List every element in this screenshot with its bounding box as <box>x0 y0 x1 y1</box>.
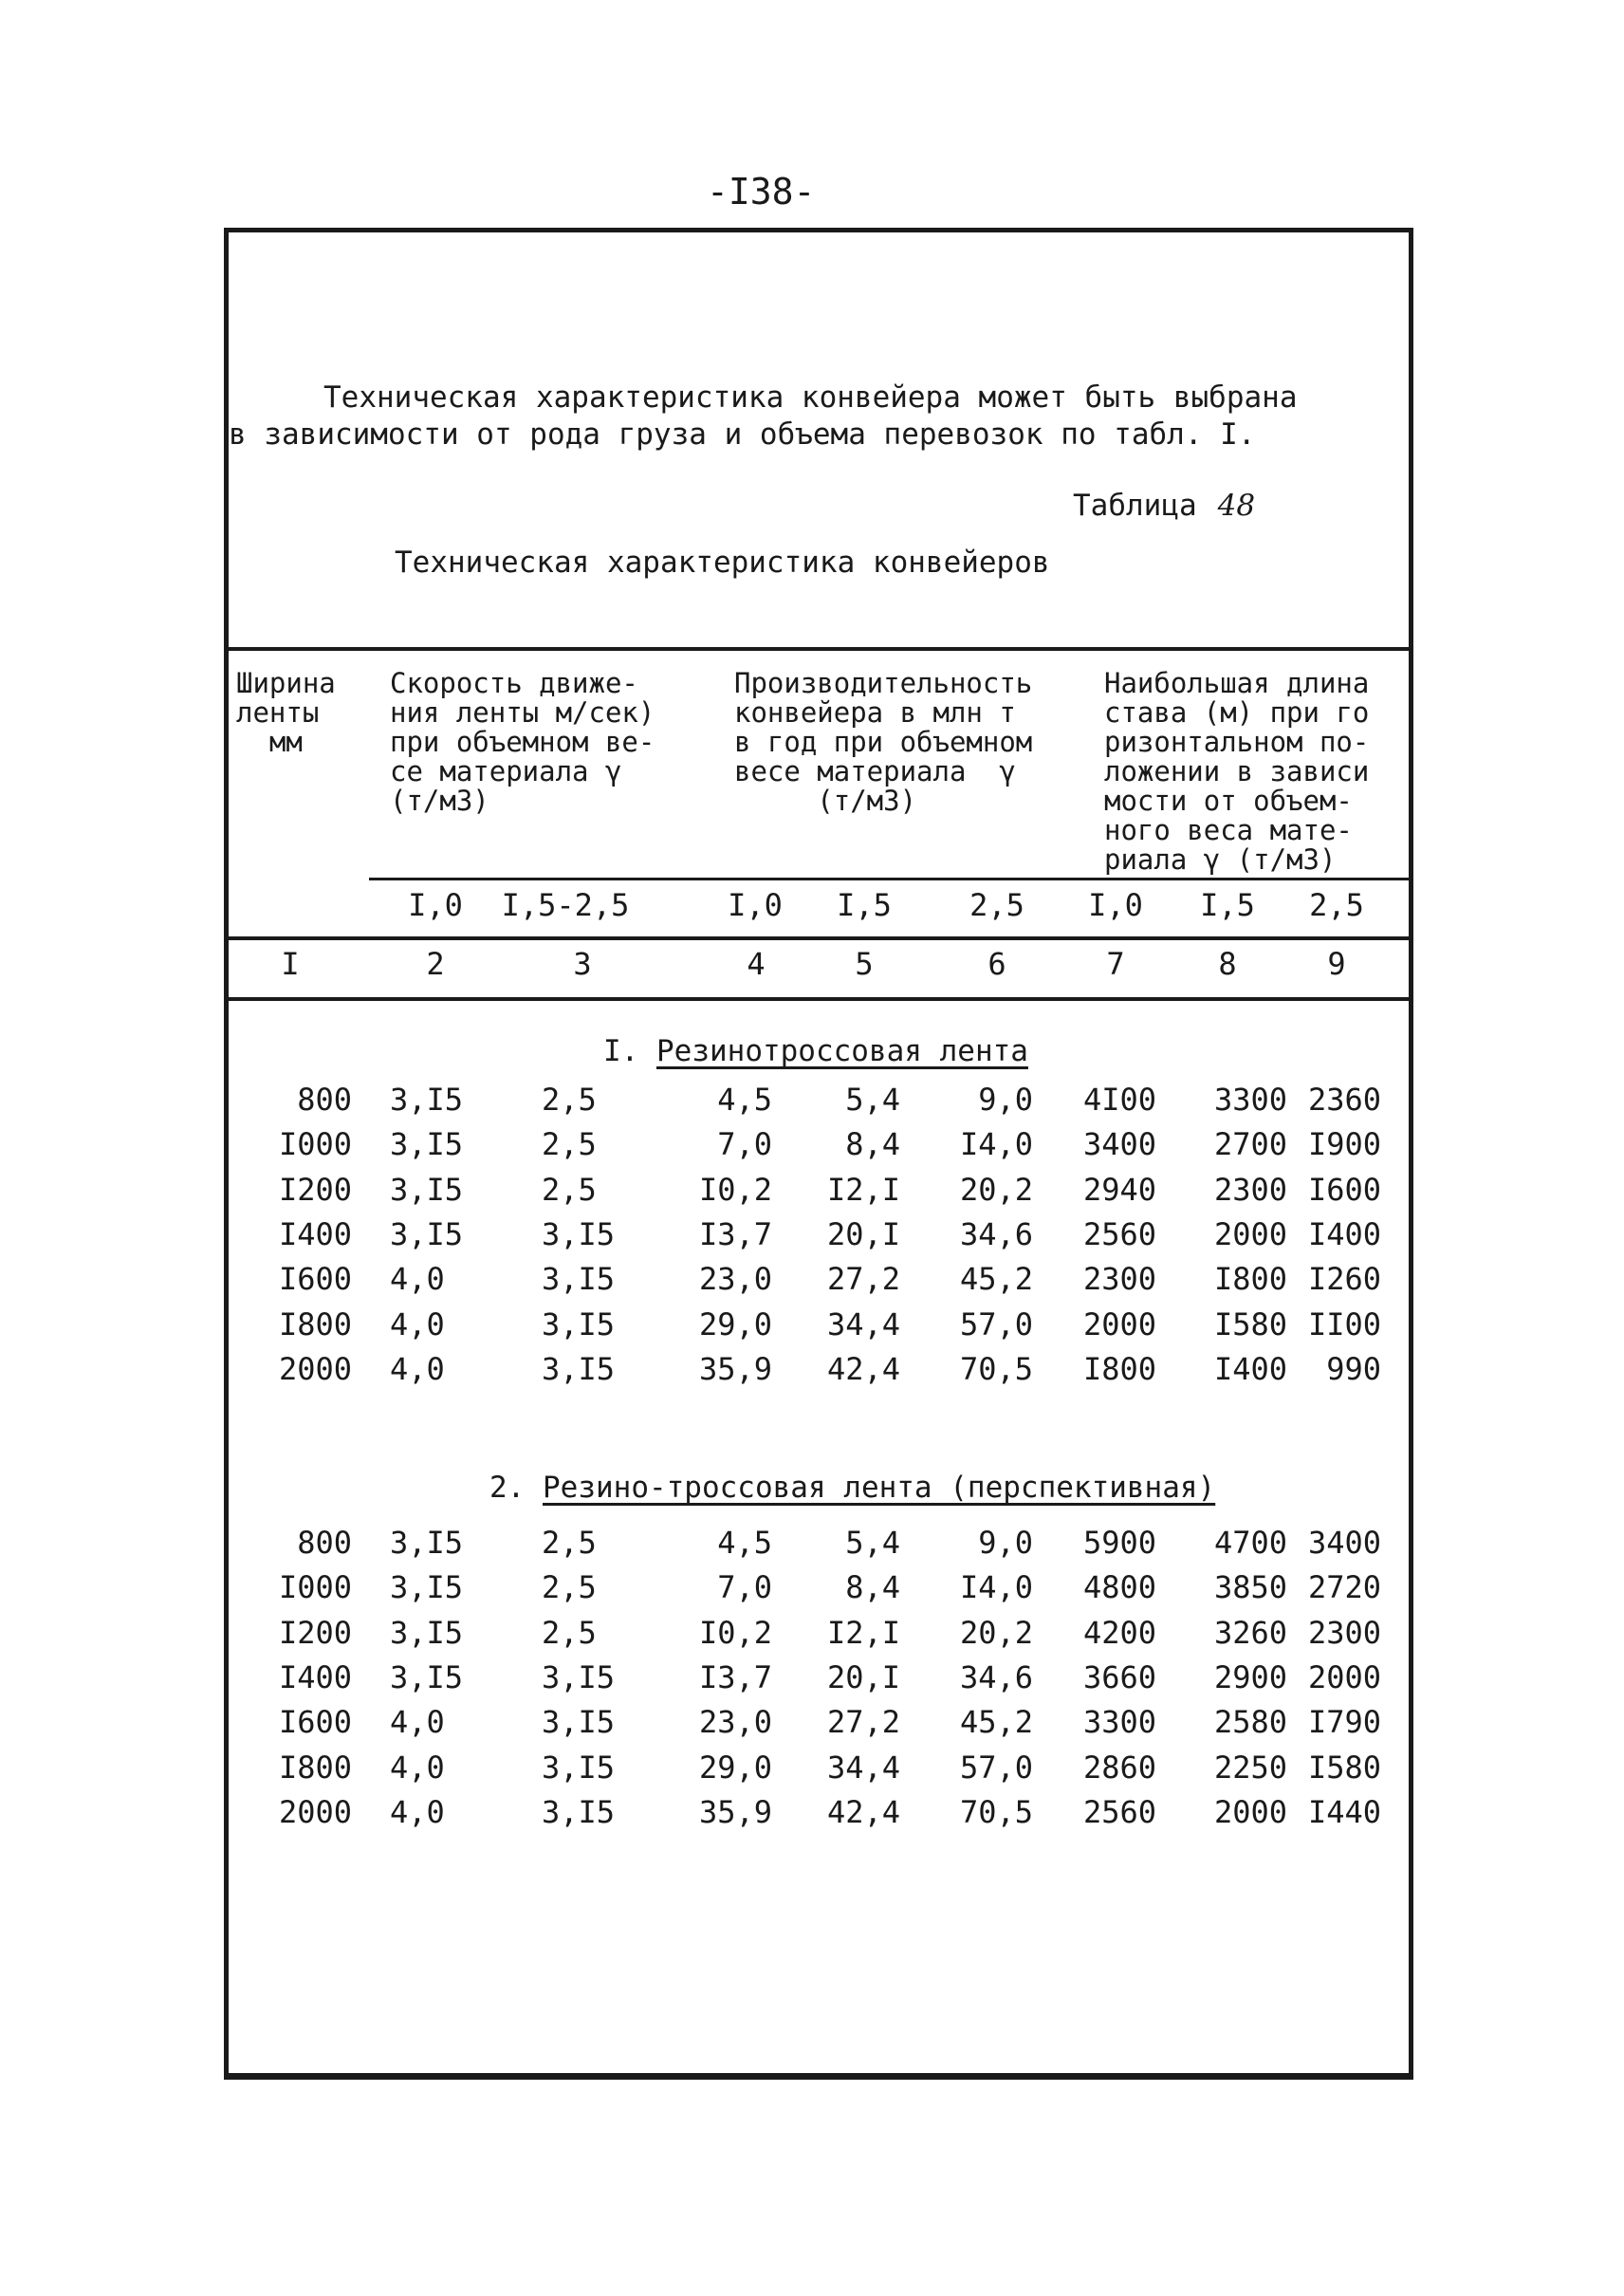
density-cell: I,5-2,5 <box>501 887 630 923</box>
table-cell: 70,5 <box>959 1351 1033 1387</box>
colnum-bottom-rule <box>229 997 1409 1001</box>
table-cell: 5900 <box>1082 1525 1156 1561</box>
section-name: Резинотроссовая лента <box>656 1034 1028 1068</box>
density-cell: 2,5 <box>1309 887 1364 923</box>
table-cell: I440 <box>1307 1794 1381 1830</box>
table-cell: 3,I5 <box>390 1172 464 1208</box>
table-cell: 2580 <box>1213 1704 1287 1740</box>
table-cell: 2900 <box>1213 1659 1287 1695</box>
table-number: 48 <box>1217 489 1256 523</box>
table-cell: 34,6 <box>959 1659 1033 1695</box>
page-number: -I38- <box>707 171 816 213</box>
table-cell: 3,I5 <box>390 1525 464 1561</box>
table-cell: 27,2 <box>826 1261 900 1297</box>
table-cell: 20,2 <box>959 1615 1033 1651</box>
table-cell: 2,5 <box>542 1126 597 1162</box>
intro-paragraph <box>229 380 1414 454</box>
density-bottom-rule <box>229 936 1409 940</box>
table-cell: I200 <box>278 1615 352 1651</box>
table-cell: 4,0 <box>390 1261 445 1297</box>
section-name: Резино-троссовая лента (перспективная) <box>543 1471 1216 1505</box>
table-cell: I0,2 <box>698 1615 772 1651</box>
table-cell: 2560 <box>1082 1216 1156 1252</box>
table-cell: 3300 <box>1082 1704 1156 1740</box>
table-cell: 2300 <box>1307 1615 1381 1651</box>
table-cell: I400 <box>1213 1351 1287 1387</box>
table-cell: 45,2 <box>959 1261 1033 1297</box>
column-number: 6 <box>987 946 1006 982</box>
density-cell: I,5 <box>837 887 892 923</box>
table-cell: 3,I5 <box>542 1659 616 1695</box>
table-cell: 4I00 <box>1082 1082 1156 1118</box>
table-cell: 2860 <box>1082 1750 1156 1786</box>
column-number: 5 <box>855 946 874 982</box>
table-cell: 20,I <box>826 1216 900 1252</box>
table-cell: 3300 <box>1213 1082 1287 1118</box>
table-cell: I3,7 <box>698 1216 772 1252</box>
table-cell: I800 <box>278 1750 352 1786</box>
table-cell: I600 <box>278 1261 352 1297</box>
table-cell: I000 <box>278 1569 352 1605</box>
table-cell: I400 <box>278 1216 352 1252</box>
table-frame <box>224 228 1413 2080</box>
header-speed: Скорость движе- ния ленты м/сек) при объемном ве- се материала γ (т/м3) <box>390 667 655 817</box>
header-top-rule <box>229 647 1409 651</box>
table-cell: 20,2 <box>959 1172 1033 1208</box>
table-cell: 23,0 <box>698 1261 772 1297</box>
table-cell: 4200 <box>1082 1615 1156 1651</box>
table-cell: 2300 <box>1213 1172 1287 1208</box>
table-cell: 20,I <box>826 1659 900 1695</box>
table-cell: 3,I5 <box>542 1794 616 1830</box>
intro-line-2: в зависимости от рода груза и объема перевозок по табл. I. <box>229 417 1256 452</box>
column-number: 3 <box>573 946 592 982</box>
table-cell: 3400 <box>1082 1126 1156 1162</box>
table-cell: 35,9 <box>698 1351 772 1387</box>
section-title <box>603 1034 1028 1068</box>
table-cell: 2000 <box>1082 1306 1156 1342</box>
table-cell: 3,I5 <box>542 1704 616 1740</box>
table-cell: 4,0 <box>390 1351 445 1387</box>
table-cell: 2,5 <box>542 1525 597 1561</box>
table-cell: 4,5 <box>717 1525 772 1561</box>
table-cell: 2000 <box>1213 1216 1287 1252</box>
column-number: 2 <box>426 946 445 982</box>
table-cell: 2560 <box>1082 1794 1156 1830</box>
table-cell: 4,0 <box>390 1704 445 1740</box>
table-cell: 34,4 <box>826 1306 900 1342</box>
table-cell: 4800 <box>1082 1569 1156 1605</box>
table-cell: 3400 <box>1307 1525 1381 1561</box>
table-cell: 3,I5 <box>390 1126 464 1162</box>
table-cell: 5,4 <box>845 1525 900 1561</box>
table-cell: I580 <box>1307 1750 1381 1786</box>
table-cell: 800 <box>297 1082 352 1118</box>
table-cell: 29,0 <box>698 1750 772 1786</box>
density-cell: I,5 <box>1200 887 1255 923</box>
table-cell: 27,2 <box>826 1704 900 1740</box>
table-cell: 2,5 <box>542 1082 597 1118</box>
table-cell: 7,0 <box>717 1126 772 1162</box>
table-cell: 2,5 <box>542 1615 597 1651</box>
table-cell: 34,4 <box>826 1750 900 1786</box>
table-cell: 57,0 <box>959 1306 1033 1342</box>
column-number: 8 <box>1218 946 1237 982</box>
table-cell: 42,4 <box>826 1794 900 1830</box>
table-cell: I800 <box>1082 1351 1156 1387</box>
table-cell: 3,I5 <box>390 1569 464 1605</box>
table-label-text: Таблица <box>1073 489 1197 523</box>
table-cell: I4,0 <box>959 1126 1033 1162</box>
table-cell: 4700 <box>1213 1525 1287 1561</box>
table-cell: 2000 <box>278 1794 352 1830</box>
table-cell: 2000 <box>278 1351 352 1387</box>
table-cell: 3,I5 <box>390 1659 464 1695</box>
table-cell: 7,0 <box>717 1569 772 1605</box>
table-cell: 3,I5 <box>390 1082 464 1118</box>
table-cell: 2360 <box>1307 1082 1381 1118</box>
table-cell: I400 <box>1307 1216 1381 1252</box>
header-capacity: Производительность конвейера в млн т в год при объемном весе материала γ (т/м3) <box>734 667 1033 817</box>
table-cell: 5,4 <box>845 1082 900 1118</box>
table-cell: 800 <box>297 1525 352 1561</box>
density-cell: I,0 <box>728 887 783 923</box>
table-cell: I000 <box>278 1126 352 1162</box>
density-cell: 2,5 <box>969 887 1024 923</box>
table-cell: 3,I5 <box>542 1216 616 1252</box>
table-cell: 3,I5 <box>390 1216 464 1252</box>
table-cell: 23,0 <box>698 1704 772 1740</box>
table-cell: 29,0 <box>698 1306 772 1342</box>
table-cell: 2,5 <box>542 1569 597 1605</box>
table-cell: I260 <box>1307 1261 1381 1297</box>
table-cell: I2,I <box>826 1172 900 1208</box>
table-cell: I800 <box>1213 1261 1287 1297</box>
table-cell: 2940 <box>1082 1172 1156 1208</box>
density-rule <box>369 878 1409 880</box>
table-cell: 9,0 <box>978 1525 1033 1561</box>
table-cell: 9,0 <box>978 1082 1033 1118</box>
table-cell: 4,0 <box>390 1794 445 1830</box>
table-cell: 57,0 <box>959 1750 1033 1786</box>
table-cell: 3,I5 <box>542 1306 616 1342</box>
table-cell: 8,4 <box>845 1569 900 1605</box>
table-cell: 2,5 <box>542 1172 597 1208</box>
table-cell: I4,0 <box>959 1569 1033 1605</box>
table-cell: 3660 <box>1082 1659 1156 1695</box>
table-cell: 2300 <box>1082 1261 1156 1297</box>
table-cell: I0,2 <box>698 1172 772 1208</box>
table-cell: I790 <box>1307 1704 1381 1740</box>
table-cell: I580 <box>1213 1306 1287 1342</box>
table-cell: I3,7 <box>698 1659 772 1695</box>
table-cell: 70,5 <box>959 1794 1033 1830</box>
table-cell: I400 <box>278 1659 352 1695</box>
column-number: I <box>281 946 300 982</box>
column-number: 4 <box>747 946 766 982</box>
table-cell: 4,0 <box>390 1750 445 1786</box>
table-cell: 2720 <box>1307 1569 1381 1605</box>
table-cell: I900 <box>1307 1126 1381 1162</box>
header-length: Наибольшая длина става (м) при го ризонтальном по- ложении в зависи мости от объем- ного веса мате- риала γ (т/м3) <box>1104 667 1370 876</box>
table-cell: 3850 <box>1213 1569 1287 1605</box>
column-number: 7 <box>1106 946 1125 982</box>
table-cell: 3,I5 <box>542 1750 616 1786</box>
table-cell: I600 <box>1307 1172 1381 1208</box>
column-number: 9 <box>1327 946 1346 982</box>
table-cell: 42,4 <box>826 1351 900 1387</box>
header-width: Ширина ленты мм <box>236 667 336 758</box>
table-cell: I800 <box>278 1306 352 1342</box>
table-cell: 2250 <box>1213 1750 1287 1786</box>
table-cell: 3,I5 <box>542 1351 616 1387</box>
table-cell: 3,I5 <box>390 1615 464 1651</box>
table-title: Техническая характеристика конвейеров <box>395 546 1050 580</box>
table-cell: 3260 <box>1213 1615 1287 1651</box>
table-cell: 990 <box>1326 1351 1381 1387</box>
table-cell: 8,4 <box>845 1126 900 1162</box>
table-cell: 4,0 <box>390 1306 445 1342</box>
table-label <box>1073 489 1255 523</box>
table-cell: 2700 <box>1213 1126 1287 1162</box>
section-number: 2. <box>489 1471 543 1505</box>
density-cell: I,0 <box>408 887 463 923</box>
table-cell: 4,5 <box>717 1082 772 1118</box>
table-cell: I600 <box>278 1704 352 1740</box>
table-cell: 34,6 <box>959 1216 1033 1252</box>
section-title <box>489 1471 1215 1505</box>
table-cell: II00 <box>1307 1306 1381 1342</box>
table-cell: I2,I <box>826 1615 900 1651</box>
intro-line-1: Техническая характеристика конвейера может быть выбрана <box>323 380 1298 415</box>
table-cell: 2000 <box>1307 1659 1381 1695</box>
table-cell: 35,9 <box>698 1794 772 1830</box>
section-number: I. <box>603 1034 656 1068</box>
table-cell: 45,2 <box>959 1704 1033 1740</box>
table-cell: I200 <box>278 1172 352 1208</box>
density-cell: I,0 <box>1088 887 1143 923</box>
table-cell: 3,I5 <box>542 1261 616 1297</box>
table-cell: 2000 <box>1213 1794 1287 1830</box>
